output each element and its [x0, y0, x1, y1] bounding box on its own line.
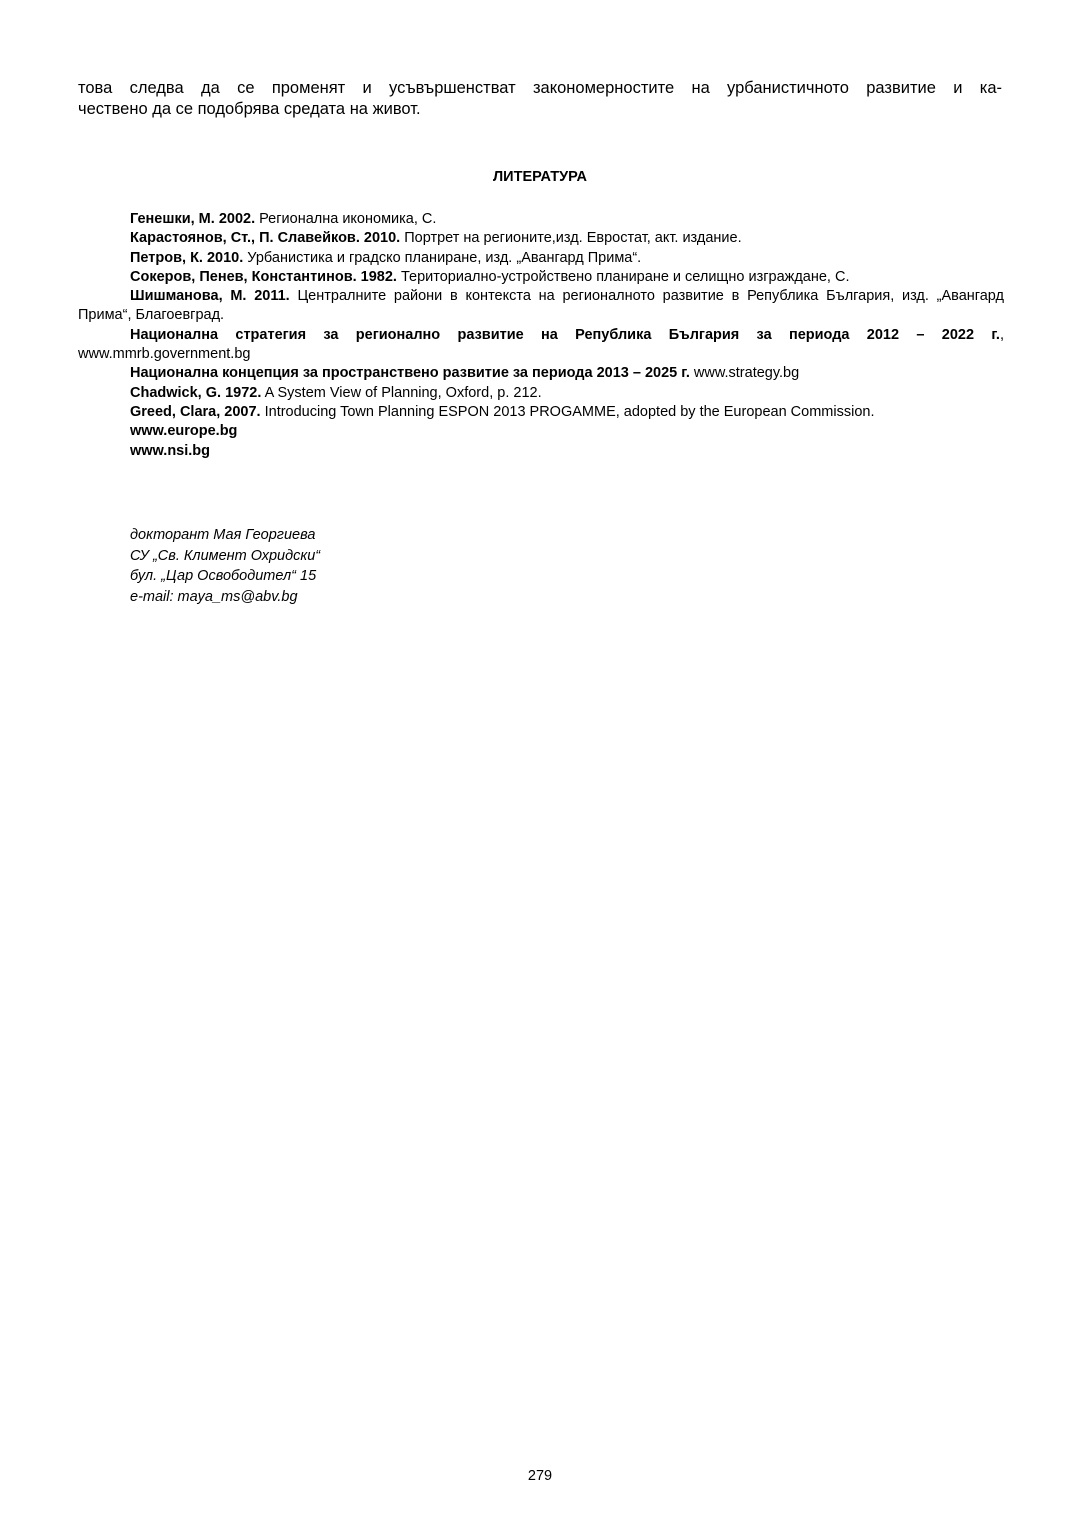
- intro-line-1: това следва да се променят и усъвършенстват закономерностите на урбанистичното развитие и ка-: [78, 79, 1002, 97]
- reference-link: www.nsi.bg: [130, 442, 211, 459]
- signature-institution: СУ „Св. Климент Охридски“: [130, 547, 321, 564]
- reference-item: [78, 249, 1004, 268]
- reference-text: A System View of Planning, Oxford, p. 212.: [261, 384, 542, 401]
- reference-text: Териториално-устройствено планиране и селищно изграждане, С.: [396, 268, 850, 285]
- reference-author: Greed, Clara, 2007.: [130, 403, 261, 420]
- reference-item: [78, 287, 1004, 326]
- reference-item: [78, 403, 1004, 422]
- reference-author: Chadwick, G. 1972.: [130, 384, 262, 401]
- reference-author: Сокеров, Пенев, Константинов. 1982.: [130, 268, 397, 285]
- intro-paragraph: [78, 78, 1002, 120]
- reference-text: Урбанистика и градско планиране, изд. „Авангард Прима“.: [243, 249, 642, 266]
- reference-text: Регионална икономика, С.: [255, 211, 437, 227]
- reference-link: www.europe.bg: [130, 423, 238, 440]
- signature-email: e-mail: maya_ms@abv.bg: [130, 588, 298, 605]
- reference-author: Карастоянов, Ст., П. Славейков. 2010.: [130, 230, 401, 247]
- references-list: [78, 210, 1004, 461]
- reference-text: Introducing Town Planning ESPON 2013 PROGAMME, adopted by the European Commission.: [260, 403, 875, 420]
- page-number: 279: [527, 1468, 553, 1484]
- reference-item: [78, 268, 1004, 287]
- reference-text: Централните райони в контекста на регионалното развитие в Република България, изд. „Авангард Прима“, Благоевград.: [78, 288, 1004, 324]
- reference-item: [78, 364, 1004, 383]
- reference-author: Петров, К. 2010.: [130, 249, 244, 266]
- references-heading: ЛИТЕРАТУРА: [492, 169, 588, 185]
- signature-name: докторант Мая Георгиева: [130, 527, 316, 543]
- reference-author: Национална стратегия за регионално развитие на Република България за периода 2012 – 2022 г.: [130, 326, 1000, 343]
- author-signature: [130, 525, 320, 607]
- reference-author: Генешки, М. 2002.: [130, 211, 256, 227]
- reference-item: [78, 210, 1004, 229]
- reference-author: Национална концепция за пространствено развитие за периода 2013 – 2025 г.: [130, 365, 690, 382]
- signature-address: бул. „Цар Освободител“ 15: [130, 568, 317, 584]
- intro-line-2: чествено да се подобрява средата на живот.: [78, 100, 421, 118]
- reference-item: [78, 384, 1004, 403]
- reference-item: [78, 229, 1004, 248]
- reference-text: www.strategy.bg: [689, 365, 800, 382]
- reference-author: Шишманова, М. 2011.: [130, 288, 290, 305]
- reference-text: Портрет на регионите,изд. Евростат, акт. издание.: [400, 230, 742, 247]
- reference-item: [78, 326, 1004, 365]
- reference-text: , www.mmrb.government.bg: [78, 326, 1004, 363]
